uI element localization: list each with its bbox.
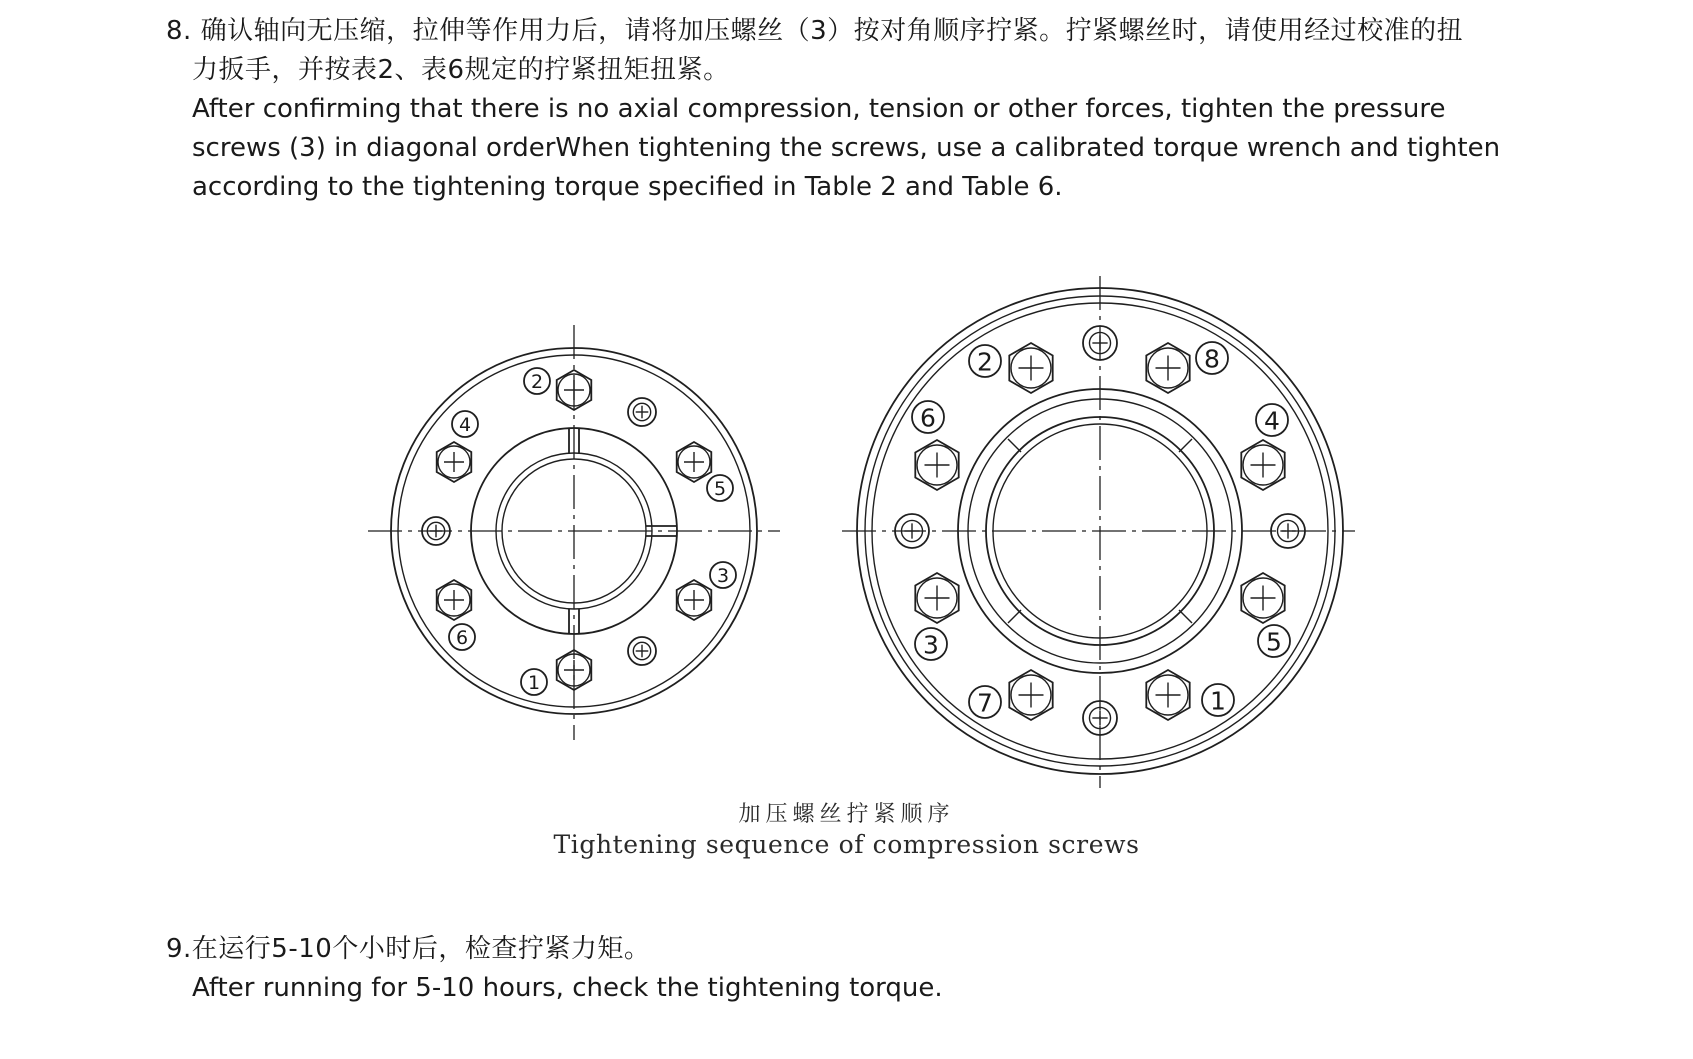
svg-text:6: 6 [920,403,936,433]
step-9-zh-line-1: 9.在运行5-10个小时后，检查拧紧力矩。 [166,934,651,964]
sequence-number-label [524,368,550,394]
svg-text:5: 5 [1266,627,1282,657]
screw-hex-icon [1146,343,1189,393]
svg-text:2: 2 [530,371,544,393]
svg-text:4: 4 [458,414,472,436]
figure-caption-en: Tightening sequence of compression screws [553,830,1140,859]
svg-text:4: 4 [1264,406,1280,436]
svg-text:8: 8 [1204,344,1220,374]
svg-text:5: 5 [713,478,727,500]
screw-hex-icon [437,580,472,620]
sequence-number-label [1196,342,1228,374]
pin-hole-icon [628,398,656,426]
screw-hex-icon [915,440,958,490]
sequence-number-label [521,669,547,695]
svg-text:3: 3 [923,630,939,660]
screw-hex-icon [677,442,712,482]
sequence-number-label [915,628,947,660]
sequence-number-label [710,562,736,588]
step-9-en-line-1: After running for 5-10 hours, check the tightening torque. [192,973,943,1003]
screw-hex-icon [1009,670,1052,720]
sequence-number-label [912,401,944,433]
step-8-en-line-2: screws (3) in diagonal orderWhen tightening the screws, use a calibrated torque wrench and tighten [192,133,1501,163]
step-8-en-line-3: according to the tightening torque specified in Table 2 and Table 6. [192,172,1063,202]
sequence-number-label [1256,404,1288,436]
svg-text:7: 7 [977,688,993,718]
sequence-number-label [1202,684,1234,716]
screw-hex-icon [1009,343,1052,393]
figure-caption-zh: 加压螺丝拧紧顺序 [738,802,955,827]
svg-text:6: 6 [455,627,469,649]
screw-hex-icon [1241,573,1284,623]
sequence-number-label [449,624,475,650]
step-8-en-line-1: After confirming that there is no axial compression, tension or other forces, tighten the pressure [192,94,1446,124]
step-8-zh-line-2: 力扳手，并按表2、表6规定的拧紧扭矩扭紧。 [192,55,730,85]
pin-hole-icon [1083,701,1117,735]
screw-hex-icon [557,650,592,690]
step-8-zh-line-1: 8. 确认轴向无压缩，拉伸等作用力后，请将加压螺丝（3）按对角顺序拧紧。拧紧螺丝时，请使用经过校准的扭 [166,16,1464,46]
pin-hole-icon [1083,326,1117,360]
pin-hole-icon [1271,514,1305,548]
sequence-number-label [707,475,733,501]
screw-hex-icon [677,580,712,620]
pin-hole-icon [422,517,450,545]
svg-text:2: 2 [977,347,993,377]
screw-hex-icon [557,370,592,410]
svg-text:1: 1 [1210,686,1226,716]
pin-hole-icon [628,637,656,665]
screw-hex-icon [437,442,472,482]
sequence-number-label [969,686,1001,718]
screw-hex-icon [1146,670,1189,720]
svg-text:1: 1 [527,672,541,694]
pin-hole-icon [895,514,929,548]
screw-hex-icon [915,573,958,623]
screw-hex-icon [1241,440,1284,490]
svg-text:3: 3 [716,565,730,587]
step-9 [166,930,1566,1008]
sequence-number-label [969,345,1001,377]
sequence-number-label [1258,625,1290,657]
sequence-number-label [452,411,478,437]
